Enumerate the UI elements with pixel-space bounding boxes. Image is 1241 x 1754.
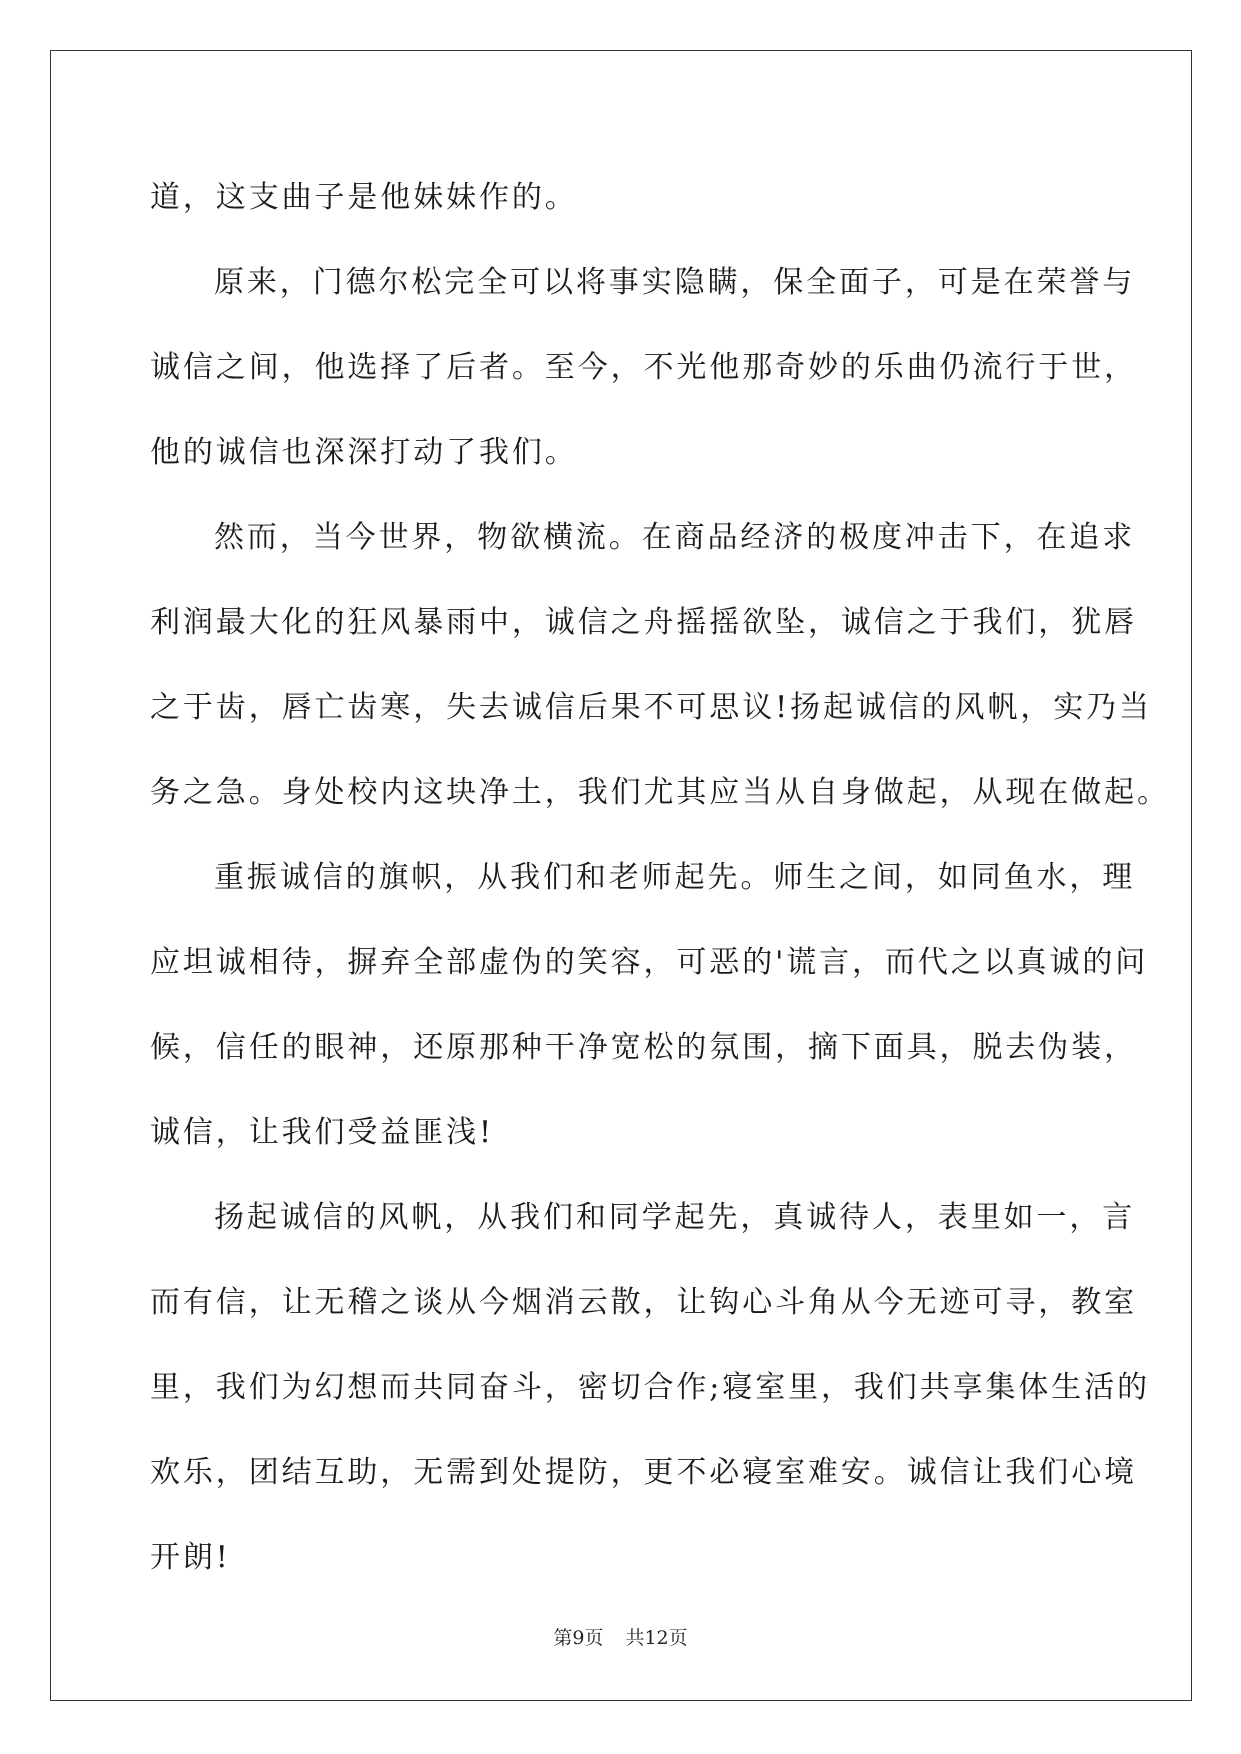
text-line: 他的诚信也深深打动了我们。 bbox=[150, 435, 578, 470]
total-pages-label: 共12页 bbox=[625, 1627, 688, 1649]
text-line: 然而，当今世界，物欲横流。在商品经济的极度冲击下，在追求 bbox=[214, 520, 1136, 555]
text-line: 里，我们为幻想而共同奋斗，密切合作;寝室里，我们共享集体生活的 bbox=[150, 1370, 1151, 1405]
text-line: 候，信任的眼神，还原那种干净宽松的氛围，摘下面具，脱去伪装， bbox=[150, 1030, 1137, 1065]
text-line: 道，这支曲子是他妹妹作的。 bbox=[150, 180, 578, 215]
text-line: 欢乐，团结互助，无需到处提防，更不必寝室难安。诚信让我们心境 bbox=[150, 1455, 1137, 1490]
text-line: 利润最大化的狂风暴雨中，诚信之舟摇摇欲坠，诚信之于我们，犹唇 bbox=[150, 605, 1137, 640]
text-line: 务之急。身处校内这块净土，我们尤其应当从自身做起，从现在做起。 bbox=[150, 775, 1170, 810]
page-footer bbox=[0, 1623, 1241, 1650]
text-line: 重振诚信的旗帜，从我们和老师起先。师生之间，如同鱼水，理 bbox=[214, 860, 1136, 895]
text-line: 诚信，让我们受益匪浅! bbox=[150, 1115, 494, 1150]
text-line: 应坦诚相待，摒弃全部虚伪的笑容，可恶的'谎言，而代之以真诚的问 bbox=[150, 945, 1149, 980]
text-line: 开朗! bbox=[150, 1540, 231, 1575]
text-line: 诚信之间，他选择了后者。至今，不光他那奇妙的乐曲仍流行于世， bbox=[150, 350, 1137, 385]
text-line: 扬起诚信的风帆，从我们和同学起先，真诚待人，表里如一，言 bbox=[214, 1200, 1136, 1235]
document-body bbox=[150, 155, 1170, 1600]
text-line: 之于齿，唇亡齿寒，失去诚信后果不可思议!扬起诚信的风帆，实乃当 bbox=[150, 690, 1152, 725]
text-line: 而有信，让无稽之谈从今烟消云散，让钩心斗角从今无迹可寻，教室 bbox=[150, 1285, 1137, 1320]
current-page-label: 第9页 bbox=[553, 1627, 604, 1649]
text-line: 原来，门德尔松完全可以将事实隐瞒，保全面子，可是在荣誉与 bbox=[214, 265, 1136, 300]
